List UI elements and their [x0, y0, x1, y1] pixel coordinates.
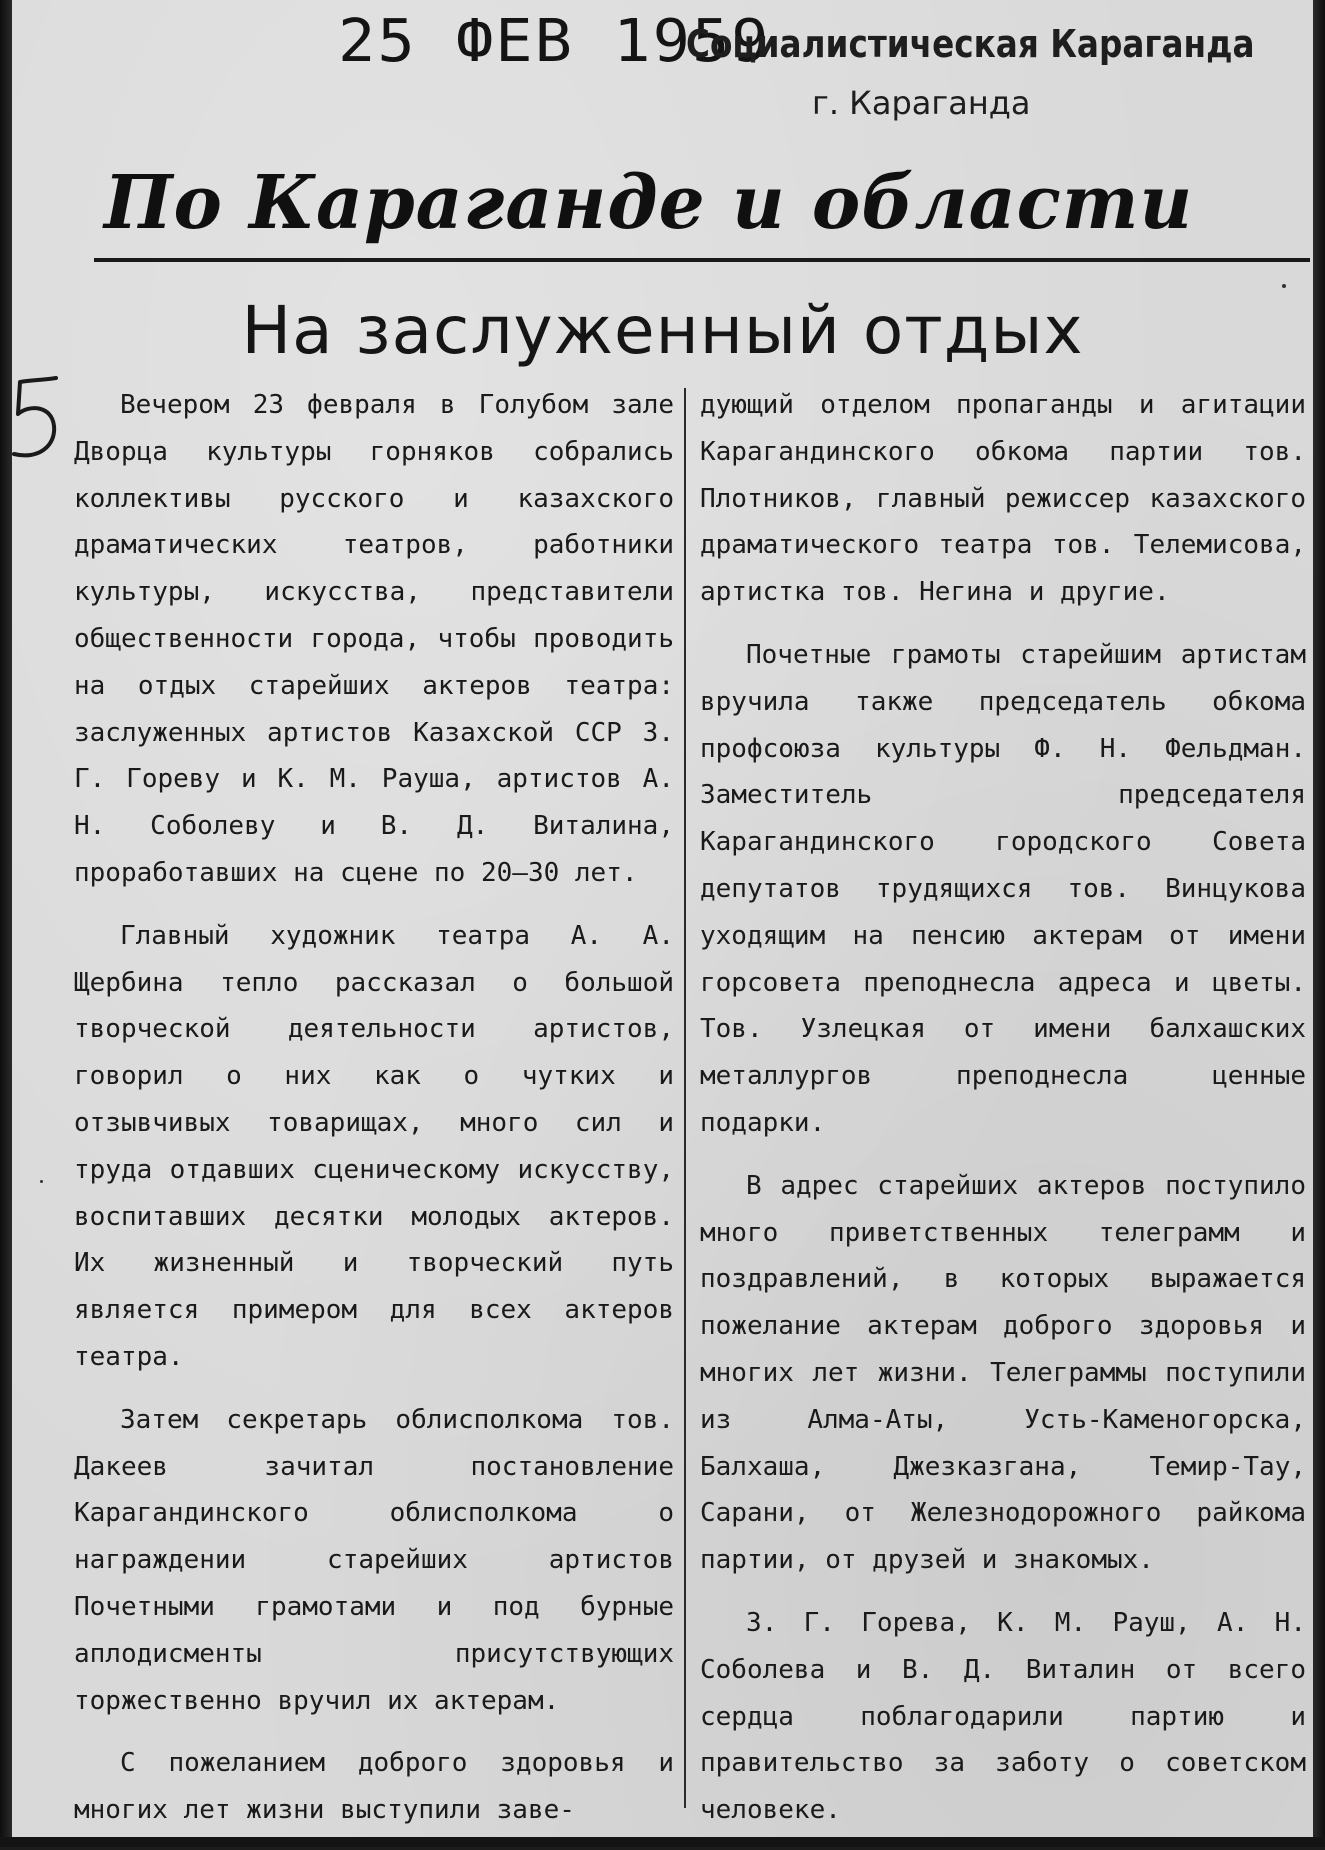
article-paragraph-continuation: дующий отделом пропаганды и агитации Карагандинского обкома партии тов. Плотников, главный режиссер казахского драматического театра тов. Телемисова, артистка тов. Негина и другие. [700, 390, 1306, 608]
article-column-left [74, 382, 674, 1850]
section-rubric: По Караганде и области [104, 160, 1194, 246]
article-paragraph: Вечером 23 февраля в Голубом зале Дворца культуры горняков собрались коллективы русского и казахского драматических театров, работники культуры, искусства, представители общественности города, чтобы проводить на отдых старейших актеров театра: заслуженных артистов Казахской ССР З. Г. Гореву и К. М. Рауша, артистов А. Н. Соболеву и В. Д. Виталина, проработавших на сцене по 20—30 лет. [74, 390, 674, 888]
article-headline: На заслуженный отдых [241, 292, 1084, 369]
city-label: г. Караганда [812, 84, 1031, 122]
article-paragraph: Почетные грамоты старейшим артистам вручила также председатель обкома профсоюза культуры Ф. Н. Фельдман. Заместитель председателя Карагандинского городского Совета депутатов трудящихся тов. Винцукова уходящим на пенсию актерам от имени горсовета преподнесла адреса и цветы. Тов. Узлецкая от имени балхашских металлургов преподнесла ценные подарки. [700, 639, 1306, 1138]
print-speck [1282, 284, 1286, 288]
article-paragraph: Главный художник театра А. А. Щербина тепло рассказал о большой творческой деятельности артистов, говорил о них как о чутких и отзывчивых товарищах, много сил и труда отдавших сценическому искусству, воспитавших десятки молодых актеров. Их жизненный и творческий путь является примером для всех актеров театра. [74, 920, 674, 1372]
article-paragraph: З. Г. Горева, К. М. Рауш, А. Н. Соболева и В. Д. Виталин от всего сердца поблагодарили партию и правительство за заботу о советском человеке. [700, 1607, 1306, 1826]
scan-border-left [0, 0, 12, 1847]
scan-border-right [1313, 0, 1325, 1847]
handwritten-number-mark [8, 370, 66, 466]
column-divider [684, 388, 686, 1808]
article-paragraph: Затем секретарь облисполкома тов. Дакеев зачитал постановление Карагандинского облисполкома о награждении старейших артистов Почетными грамотами и под бурные аплодисменты присутствующих торжественно вручил их актерам. [74, 1404, 674, 1716]
print-speck [40, 1180, 43, 1183]
article-column-right [700, 382, 1306, 1850]
newspaper-name: Социалистическая Караганда [686, 22, 1255, 66]
article-paragraph: В адрес старейших актеров поступило много приветственных телеграмм и поздравлений, в которых выражается пожелание актерам доброго здоровья и многих лет жизни. Телеграммы поступили из Алма-Аты, Усть-Каменогорска, Балхаша, Джезказгана, Темир-Тау, Сарани, от Железнодорожного райкома партии, от друзей и знакомых. [700, 1170, 1306, 1576]
date-stamp: 25 ФЕВ 1959 [338, 5, 771, 76]
article-paragraph: С пожеланием доброго здоровья и многих лет жизни выступили заве- [74, 1748, 674, 1826]
rubric-rule [94, 258, 1310, 262]
